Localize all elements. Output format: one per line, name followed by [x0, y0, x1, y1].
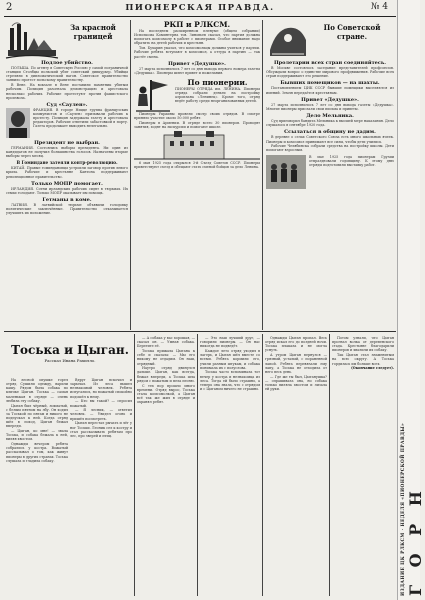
headline: Привет «Дедушке».	[301, 96, 359, 103]
side-strip-caption: ИЗДАНИЕ ЦК РЛКСМ · НЕДЕЛЯ «ПИОНЕРСКОЙ ПРАВДЫ»	[401, 422, 406, 596]
story-author: Рассказ Ивана Рахилло.	[44, 358, 96, 363]
article-text: На последнем расширенном пленуме (общем собрании) Исполкома Коминтерна тов. Зиновьев сказал, что партия должна помогать комсомолу в работе с пионерами. Особое внимание надо обратить на детей рабочих и крестьян. Тов. Бухарин указал, что комсомольцы должны учиться у партии. Рабочие ребята вступают в комсомол, а оттуда в партию — так растёт смена.	[134, 29, 260, 59]
article-text: ПОЛЬША. По агенту в Советскую Россию у самой пограничной станции Столбцы польский убит советский дипкурьер. Убийцы стреляли в дипломатический вагон. Советское правительство заявило протест польскому правительству. В Вене. На вокзале в Вене поставили памятник убитым рабочим. Полиция разогнала демонстрацию и арестовала несколько рабочих. Рабочие протестуют против фашистского произвола.	[6, 66, 128, 100]
page-header	[4, 2, 396, 17]
article-text: 27 марта исполнилось 7 лет со дня выхода газеты «Дедушка». Многие пионеры прислали свои письма и приветы.	[266, 102, 394, 111]
story-column-1: На лесной опушке горел отряд. Сушили одежду, варили кашу. Рядом была собака по кличке Цыган. Тоська — самая маленькая в отряде — очень любила эту собаку. Цыган был чёрный, лохматый, с белым пятном на лбу. Он ходил за Тоськой по пятам и никого не подпускал к ней. Когда отряд шёл в поход, Цыган бежал впереди. — Цыган, ко мне! — звала Тоська, и собака бежала к ней, виляя хвостом. Однажды вечером ребята собрались у костра. Вожатый рассказывал о том, как живут пионеры в других странах. Тоська слушала и гладила собаку.	[6, 378, 68, 463]
headline: Пролетарии всех стран соединяйтесь.	[273, 60, 387, 66]
article-text: В Москве состоялось заседание представителей профсоюзов. Обсуждали вопрос о единстве мирового профдвижения. Рабочие всех стран поддерживают это решение.	[266, 66, 394, 79]
portrait-photo	[6, 108, 30, 138]
side-strip-title: Г О Р Н	[406, 485, 425, 596]
article-text: Постановлением ЦИК СССР бывшие помещики выселяются из имений. Земля передаётся крестьянам.	[266, 86, 394, 95]
factory-illustration	[6, 20, 58, 60]
story-column-5: Однажды Цыган пропал. Весь отряд искал его до поздней ночи. Тоська плакала и не могла уснуть. А утром Цыган вернулся — грязный, усталый, с пораненной лапой. Ребята перевязали ему лапу, а Тоська не отходила от него весь день. — Где же ты был, Цыганушка? — спрашивала она, но собака только виляла хвостом и лизала ей руки.	[265, 336, 327, 392]
article-text: Пионеры Украины провели смотр своих отрядов. В смотре приняло участие около 50.000 ребят. Пионеры в Армении. В отряде всего 30 пионеров. Проводят занятия, ходят на экскурсии и помогают школе.	[134, 112, 260, 130]
article-text: ФРАНЦИЯ. В городе Ницце группа французских коммунистов и «Саулен» призывали рабочих к протесту. Полиция задержала газету и арестовала редакторов. Рабочие ответили забастовкой в порту. Газета продолжает выходить нелегально.	[33, 107, 128, 129]
pioneers-photo	[266, 155, 306, 189]
headline-rkp: РКП и РЛКСМ.	[163, 20, 231, 29]
story-column-3: — А собака у вас хорошая, — сказал он. — Умная собака. Берегите её. Тоська прижала Цыгана к себе и сказала: — Мы его никому не отдадим. Он наш, отрядный. Наутро отряд двинулся дальше. Цыган, как всегда, бежал впереди, а Тоська шла рядом с вожатым и пела песню. С тех пор прошло много времени. Отряд вырос, Тоська стала комсомолкой, а Цыган всё так же жил в отряде и охранял ребят.	[137, 336, 195, 405]
article-text: 6 мая 1925 года открылся 3-й Съезд Советов СССР. Пионеры приветствуют съезд и обещают стать сменой бойцов за дело Ленина.	[134, 161, 260, 170]
column-divider	[130, 20, 131, 330]
article-text: ПИОНЕРЫ ОТРЯДА им. ЛЕНИНА. Пионеры отряда собрали деньги на постройку аэроплана «Ленинец». Кроме того, отряд ведёт работу среди неорганизованных детей.	[175, 87, 260, 104]
story-title: Тоська и Цыган.	[11, 343, 129, 357]
headline: Ссылаться в общину не дадим.	[284, 129, 376, 136]
building-illustration	[134, 131, 260, 161]
box-title-soviet: По Советской стране.	[323, 23, 381, 41]
headline-pioneers: По пионерии.	[187, 78, 248, 87]
column-divider	[329, 334, 330, 596]
column-2	[134, 20, 260, 330]
headline: Только МОПР помогает.	[31, 180, 103, 187]
story-column-6: Потом узнали, что Цыган прогнал волка от деревенского стада. Крестьяне благодарили пионеров и хвалили их собаку. Так Цыган стал знаменитым на всю округу. А Тоська гордилась им больше всех. (Окончание следует).	[332, 336, 394, 371]
pioneer-illustration	[134, 78, 172, 112]
issue-number: № 4	[370, 2, 388, 12]
article-text: В деревне о селах Советского Союза есть много школьных ячеек. Пионеры и комсомол принимают все силы, чтобы дети учились. Рабочие Челябинска собрали средства на постройку школы. Дети помогают взрослым.	[266, 135, 394, 153]
article-with-photo	[266, 155, 394, 189]
article-text: Суд приговорил бандита Мельника к высшей мере наказания. Дело слушалось в сентябре 1920 года.	[266, 119, 394, 128]
story-column-2: Вдруг Цыган вскочил и зарычал. Из леса вышел незнакомый человек. Ребята испугались, но вожатый спокойно подошёл к нему. — Кто вы такой? — спросил вожатый. — Я лесник, — ответил человек. — Увидел огонь и пришёл посмотреть. Цыган перестал рычать и лёг у ног Тоськи. Лесник сел к костру и стал рассказывать ребятам про лес, про зверей и птиц.	[70, 378, 132, 438]
newspaper-title: ПИОНЕРСКАЯ ПРАВДА.	[125, 3, 275, 13]
headline: Дело Мельника.	[306, 113, 354, 120]
box-title-abroad: За красной границей	[70, 23, 116, 41]
story-column-4: — Это наш лучший друг, — говорили пионеры. — Он нас никогда не подведёт. Каждое лето отряд уходил в лагерь, и Цыган шёл вместе со всеми. Ребята кормили его, учили разным штукам, и собака понимала их с полуслова. Тоська часто вспоминала тот вечер у костра и незнакомца из леса. Тогда ей было страшно, а теперь она знала, что с отрядом и с Цыганом ничего не страшно.	[200, 336, 260, 392]
column-divider	[134, 334, 135, 596]
headline: Привет «Дедушке».	[168, 60, 226, 67]
article-text: В мае 1925 года пионерам Грузии отпраздновали годовщину. К этому дню отряды подготовили выставку работ.	[309, 154, 394, 167]
headline: Суд «Саулен».	[46, 101, 88, 108]
soviet-map-illustration	[266, 20, 310, 60]
article-text: ИРЛАНДИЯ. Сотни ирландских рабочих сидят в тюрьмах. Их семьи голодают. Только МОПР оказывает им помощь.	[6, 186, 128, 195]
section-divider	[4, 331, 396, 332]
column-divider	[262, 334, 263, 596]
article-text: ГЕРМАНИЯ. Состоялись выборы президента. Ни один из кандидатов не получил большинства голосов. Назначены вторые выборы через месяц.	[6, 145, 128, 159]
pioneer-section	[134, 78, 260, 112]
article-text: КИТАЙ. Правые гоминдановцы устроили заговор против левого крыла. Рабочие и крестьяне Кантона поддерживают революционное правительство.	[6, 166, 128, 179]
headline: Бывших помещиков — на шахты.	[280, 80, 380, 87]
headline: Президент не выбран.	[34, 139, 100, 146]
page-number: 2	[6, 2, 13, 13]
column-3	[266, 60, 394, 330]
column-1	[6, 60, 128, 330]
article-with-portrait	[6, 108, 128, 138]
headline: Гетманы в коме.	[42, 197, 92, 204]
article-text: 27 марта исполнилось 7 лет со дня выхода первого номера газеты «Дедушка». Пионеры шлют привет и пожелания.	[134, 66, 260, 75]
story-header	[6, 334, 134, 374]
article-text: ЛАТВИЯ. В латвийской тюрьме объявили голодовку политические заключённые. Правительство отказывается улучшить их положение.	[6, 203, 128, 216]
column-divider	[197, 334, 198, 596]
column-divider	[262, 20, 263, 330]
headline: В Гоминдане затеяли контр-революцию.	[16, 160, 118, 166]
headline: Подлое убийство.	[41, 60, 93, 66]
